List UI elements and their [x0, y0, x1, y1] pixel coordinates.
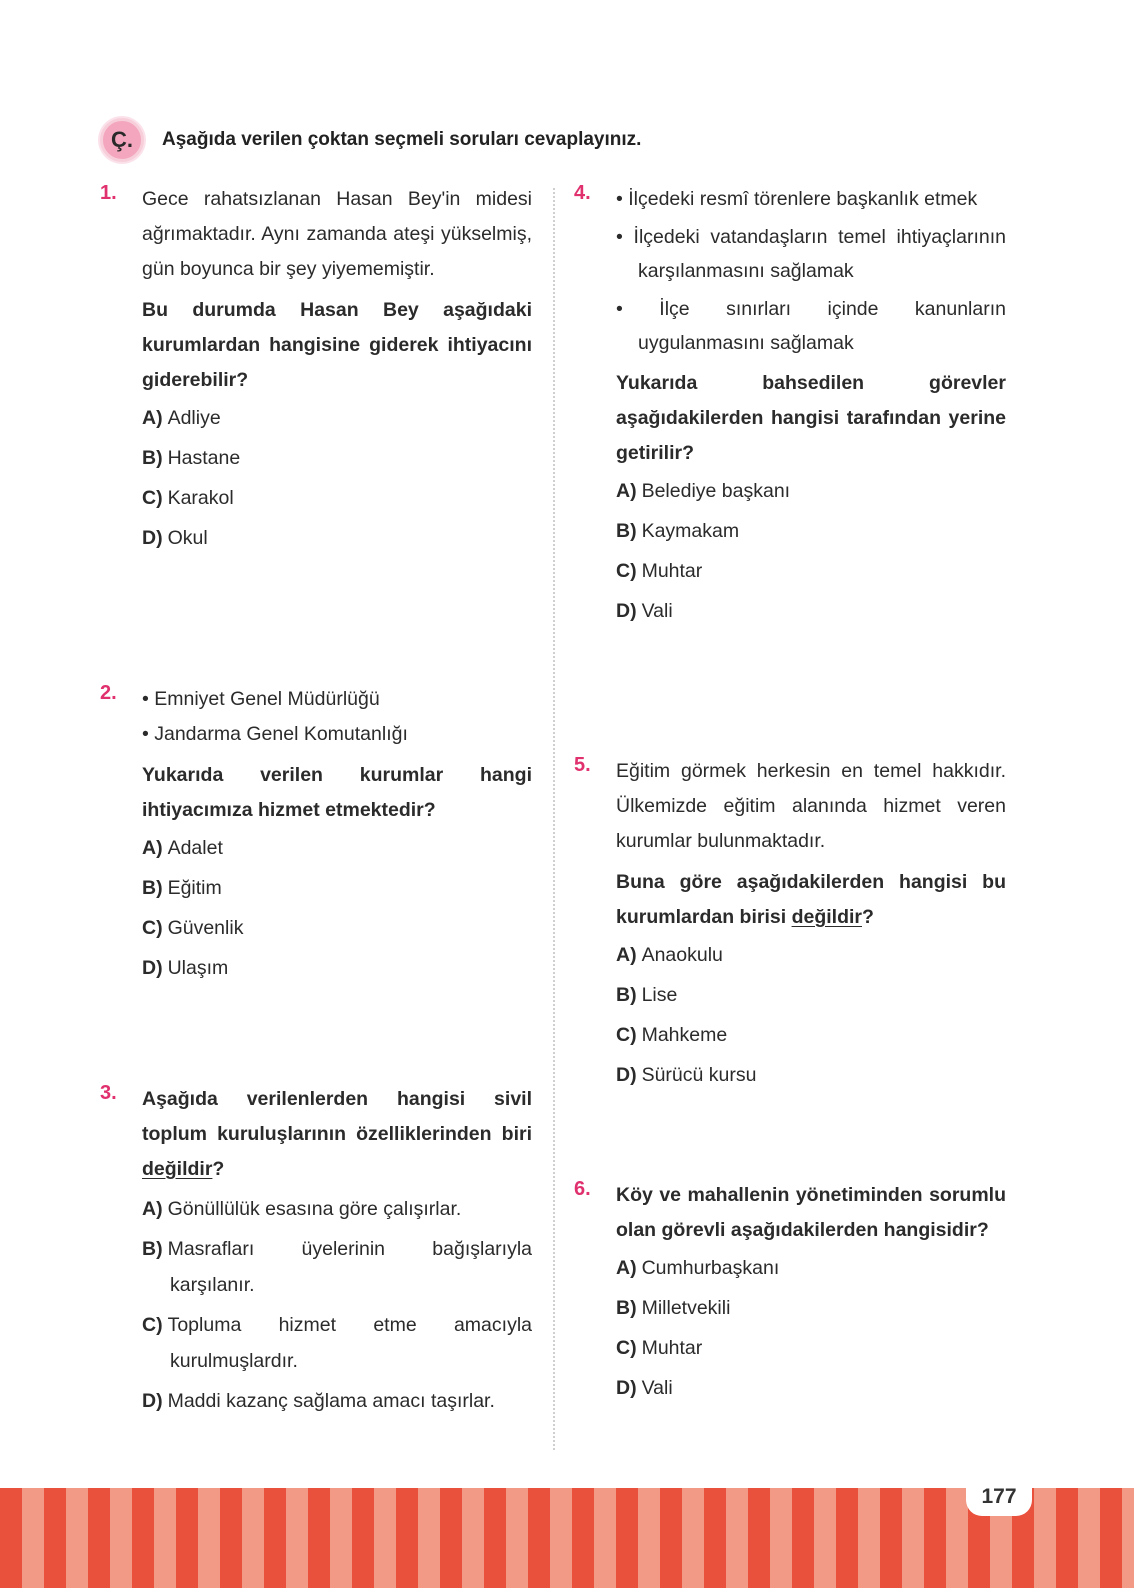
option-c[interactable]: C) Topluma hizmet etme amacıyla kurulmuşlardır. [142, 1314, 532, 1372]
bullet-item: • Emniyet Genel Müdürlüğü [142, 688, 380, 710]
option-c[interactable]: C) Muhtar [616, 1337, 703, 1359]
section-badge: Ç. [100, 118, 144, 162]
option-d[interactable]: D) Maddi kazanç sağlama amacı taşırlar. [142, 1390, 495, 1412]
question-2 [100, 682, 532, 988]
question-number: 6. [574, 1178, 591, 1200]
question-stem: Buna göre aşağıdakilerden hangisi bu kurumlardan birisi değildir? [616, 871, 1006, 928]
option-a[interactable]: A) Gönüllülük esasına göre çalışırlar. [142, 1198, 462, 1220]
option-d[interactable]: D) Vali [616, 1377, 673, 1399]
option-a[interactable]: A) Belediye başkanı [616, 480, 791, 502]
option-c[interactable]: C) Güvenlik [142, 917, 244, 939]
question-text: Gece rahatsızlanan Hasan Bey'in midesi ağrımaktadır. Aynı zamanda ateşi yükselmiş, gün boyunca bir şey yiyememiştir. [142, 188, 532, 280]
question-1 [100, 182, 532, 558]
option-b[interactable]: B) Eğitim [142, 877, 222, 899]
question-number: 5. [574, 754, 591, 776]
question-6 [574, 1178, 1006, 1408]
option-d[interactable]: D) Vali [616, 600, 673, 622]
question-number: 2. [100, 682, 117, 704]
question-stem: Yukarıda bahsedilen görevler aşağıdakilerden hangisi tarafından yerine getirilir? [616, 372, 1006, 464]
page-number: 177 [966, 1478, 1032, 1516]
option-a[interactable]: A) Cumhurbaşkanı [616, 1257, 780, 1279]
section-title: Aşağıda verilen çoktan seçmeli soruları cevaplayınız. [162, 129, 642, 150]
question-stem: Yukarıda verilen kurumlar hangi ihtiyacımıza hizmet etmektedir? [142, 764, 532, 821]
question-4 [574, 182, 1006, 631]
option-d[interactable]: D) Okul [142, 527, 208, 549]
question-5 [574, 754, 1006, 1095]
question-number: 3. [100, 1082, 117, 1104]
option-c[interactable]: C) Mahkeme [616, 1024, 728, 1046]
question-text: Eğitim görmek herkesin en temel hakkıdır. Ülkemizde eğitim alanında hizmet veren kurumlar bulunmaktadır. [616, 760, 1006, 852]
option-d[interactable]: D) Ulaşım [142, 957, 229, 979]
underlined-word: değildir [142, 1158, 213, 1180]
underlined-word: değildir [791, 906, 862, 928]
option-c[interactable]: C) Muhtar [616, 560, 703, 582]
bullet-item: • İlçe sınırları içinde kanunların uygulanmasını sağlamak [616, 298, 1006, 354]
option-a[interactable]: A) Anaokulu [616, 944, 723, 966]
option-c[interactable]: C) Karakol [142, 487, 234, 509]
option-a[interactable]: A) Adalet [142, 837, 223, 859]
question-stem: Köy ve mahallenin yönetiminden sorumlu olan görevli aşağıdakilerden hangisidir? [616, 1184, 1006, 1241]
option-b[interactable]: B) Milletvekili [616, 1297, 731, 1319]
bullet-item: • İlçedeki resmî törenlere başkanlık etmek [616, 188, 978, 210]
option-b[interactable]: B) Hastane [142, 447, 241, 469]
striped-footer [0, 1488, 1134, 1588]
option-b[interactable]: B) Lise [616, 984, 678, 1006]
column-divider [553, 188, 555, 1450]
option-b[interactable]: B) Kaymakam [616, 520, 740, 542]
bullet-item: • Jandarma Genel Komutanlığı [142, 723, 408, 745]
option-b[interactable]: B) Masrafları üyelerinin bağışlarıyla karşılanır. [142, 1238, 532, 1296]
option-d[interactable]: D) Sürücü kursu [616, 1064, 757, 1086]
option-a[interactable]: A) Adliye [142, 407, 221, 429]
question-stem: Bu durumda Hasan Bey aşağıdaki kurumlardan hangisine giderek ihtiyacını giderebilir? [142, 299, 532, 391]
bullet-item: • İlçedeki vatandaşların temel ihtiyaçlarının karşılanmasını sağlamak [616, 226, 1006, 282]
question-number: 1. [100, 182, 117, 204]
section-header [100, 118, 641, 162]
question-stem: Aşağıda verilenlerden hangisi sivil toplum kuruluşlarının özelliklerinden biri değildir? [142, 1088, 532, 1180]
question-3 [100, 1082, 532, 1423]
question-number: 4. [574, 182, 591, 204]
